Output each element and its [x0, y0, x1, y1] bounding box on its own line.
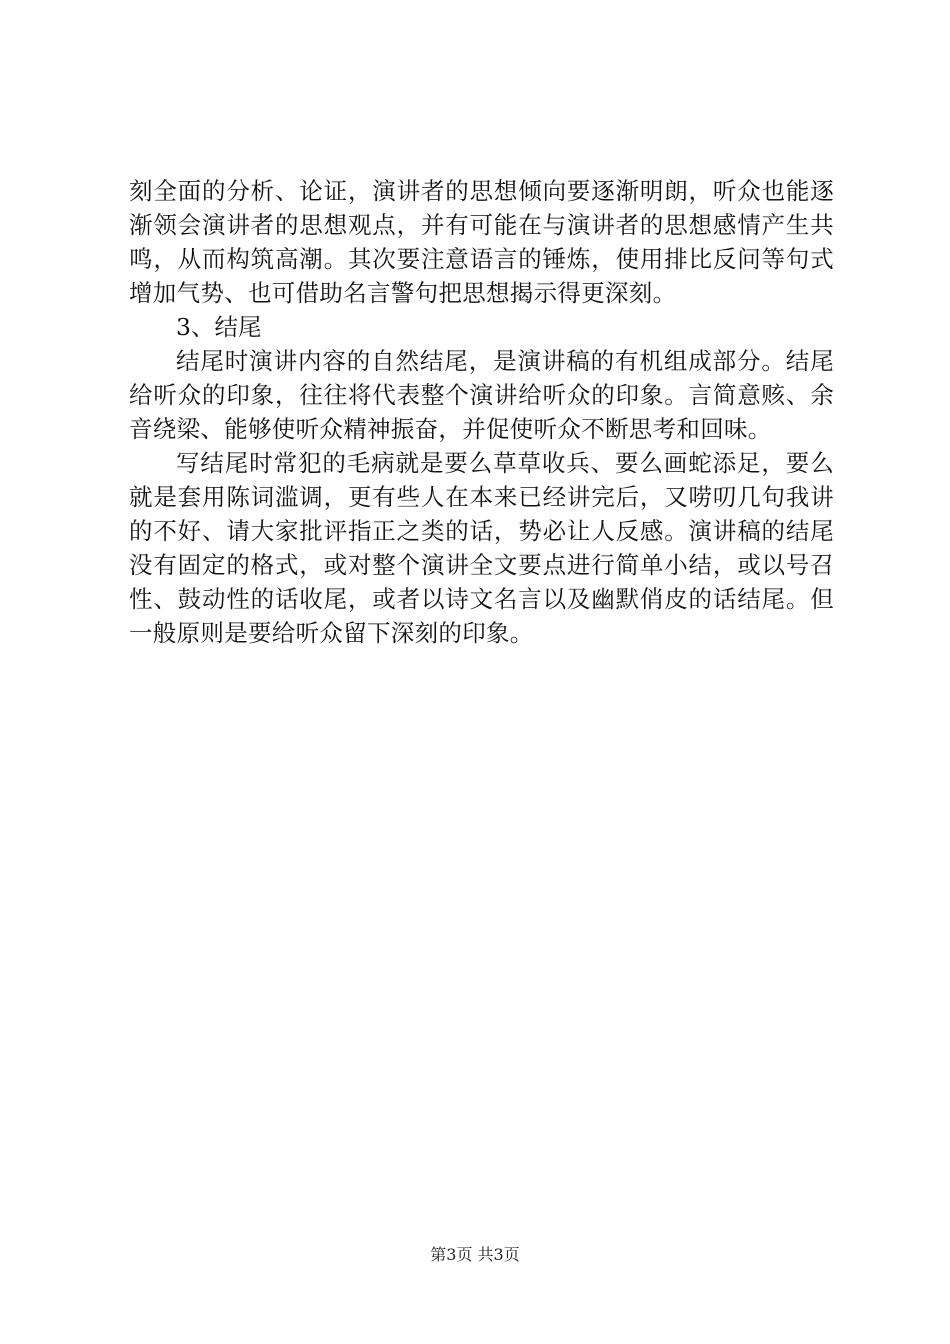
- section-heading-ending: 3、结尾: [176, 313, 262, 341]
- paragraph-ending-intro: 结尾时演讲内容的自然结尾，是演讲稿的有机组成部分。结尾给听众的印象，往往将代表整个演讲给听众的印象。言简意赅、余音绕梁、能够使听众精神振奋，并促使听众不断思考和回味。: [129, 347, 834, 443]
- paragraph-ending-mistakes: 写结尾时常犯的毛病就是要么草草收兵、要么画蛇添足，要么就是套用陈词滥调，更有些人在本来已经讲完后，又唠叨几句我讲的不好、请大家批评指正之类的话，势必让人反感。演讲稿的结尾没有固定的格式，或对整个演讲全文要点进行简单小结，或以号召性、鼓动性的话收尾，或者以诗文名言以及幽默俏皮的话结尾。但一般原则是要给听众留下深刻的印象。: [129, 449, 834, 647]
- paragraph-continuation: 刻全面的分析、论证，演讲者的思想倾向要逐渐明朗，听众也能逐渐领会演讲者的思想观点，并有可能在与演讲者的思想感情产生共鸣，从而构筑高潮。其次要注意语言的锤炼，使用排比反问等句式增加气势、也可借助名言警句把思想揭示得更深刻。: [129, 177, 834, 307]
- document-body: [129, 174, 834, 650]
- page-number-footer: 第3页 共3页: [430, 1245, 520, 1264]
